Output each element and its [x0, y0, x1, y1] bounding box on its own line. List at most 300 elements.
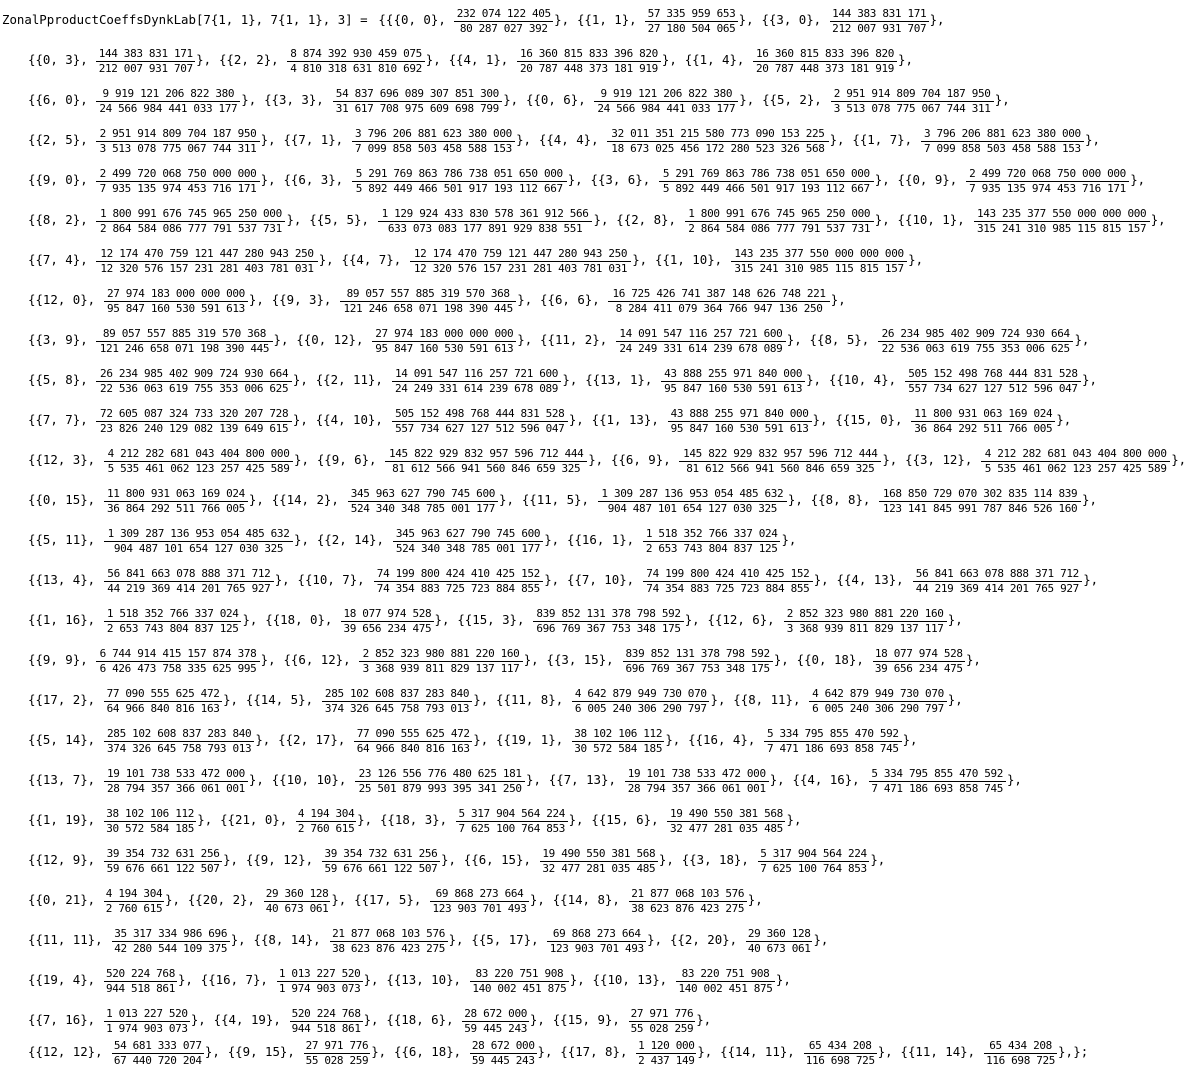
fraction-denominator: 31 617 708 975 609 698 799: [335, 102, 499, 115]
fraction-denominator: 315 241 310 985 115 815 157: [734, 262, 904, 275]
fraction-denominator: 5 892 449 466 501 917 193 112 667: [662, 182, 870, 195]
term-key: {{1, 7},: [852, 132, 913, 147]
fraction-denominator: 24 566 984 441 033 177: [597, 102, 736, 115]
fraction: [636, 1032, 696, 1072]
fraction-numerator: 43 888 255 971 840 000: [670, 407, 809, 420]
term-close: },: [204, 1044, 220, 1059]
term-key: {{2, 20},: [669, 932, 738, 947]
term-close: },: [812, 412, 828, 427]
term-close: },: [947, 612, 963, 627]
fraction-numerator: 145 822 929 832 957 596 712 444: [683, 447, 878, 460]
fraction-numerator: 1 518 352 766 337 024: [645, 527, 778, 540]
term-key: {{2, 14},: [316, 532, 384, 547]
fraction-numerator: 43 888 255 971 840 000: [664, 367, 803, 380]
fraction-denominator: 8 284 411 079 364 766 947 136 250: [615, 302, 823, 315]
fraction: [330, 920, 448, 960]
fraction-denominator: 59 445 243: [464, 1022, 527, 1035]
fraction-numerator: 2 499 720 068 750 000 000: [99, 167, 257, 180]
fraction-numerator: 3 796 206 881 623 380 000: [924, 127, 1081, 140]
expression-line: [0, 360, 1139, 400]
fraction-numerator: 143 235 377 550 000 000 000: [734, 247, 904, 260]
fraction-denominator: 44 219 369 414 201 765 927: [107, 582, 271, 595]
fraction-denominator: 5 535 461 062 123 257 425 589: [107, 462, 290, 475]
fraction-numerator: 16 360 815 833 396 820: [756, 47, 895, 60]
term-close: },: [806, 372, 822, 387]
fraction-numerator: 83 220 751 908: [681, 967, 770, 980]
term-close: },: [248, 772, 264, 787]
fraction: [430, 880, 529, 920]
fraction-numerator: 65 434 208: [989, 1039, 1052, 1052]
term-key: {{3, 6},: [590, 172, 651, 187]
fraction: [296, 800, 356, 840]
fraction-numerator: 38 102 106 112: [106, 807, 195, 820]
term-close: },: [568, 412, 584, 427]
term-key: {{9, 15},: [227, 1044, 295, 1059]
term-key: {{9, 12},: [245, 852, 314, 867]
fraction-denominator: 2 653 743 804 837 125: [645, 542, 778, 555]
fraction-denominator: 64 966 840 816 163: [356, 742, 470, 755]
term-close: },: [1074, 332, 1090, 347]
fraction-denominator: 557 734 627 127 512 596 047: [908, 382, 1078, 395]
term-close: },: [241, 92, 257, 107]
fraction: [517, 40, 661, 80]
fraction: [104, 600, 241, 640]
fraction-denominator: 2 437 149: [638, 1054, 695, 1067]
term-key: {{3, 15},: [546, 652, 614, 667]
fraction-numerator: 26 234 985 402 909 724 930 664: [881, 327, 1070, 340]
fraction: [572, 720, 664, 760]
fraction: [594, 80, 738, 120]
fraction-numerator: 5 334 795 855 470 592: [766, 727, 899, 740]
term-close: },: [434, 612, 450, 627]
fraction-denominator: 28 794 357 366 061 001: [106, 782, 245, 795]
term-close: },: [870, 852, 886, 867]
term-close: },: [787, 492, 803, 507]
fraction-numerator: 1 800 991 676 745 965 250 000: [99, 207, 282, 220]
fraction-numerator: 18 077 974 528: [874, 647, 963, 660]
term-close: },: [786, 332, 802, 347]
fraction: [96, 640, 259, 680]
fraction-numerator: 27 974 183 000 000 000: [375, 327, 514, 340]
fraction-denominator: 6 426 473 758 335 625 995: [99, 662, 257, 675]
fraction-numerator: 145 822 929 832 957 596 712 444: [388, 447, 584, 460]
term-close: },: [710, 692, 726, 707]
fraction-denominator: 59 445 243: [471, 1054, 535, 1067]
fraction-denominator: 36 864 292 511 766 005: [106, 502, 245, 515]
term-key: {{2, 17},: [278, 732, 346, 747]
term-key: {{6, 12},: [283, 652, 351, 667]
term-close: },: [813, 572, 829, 587]
term-close: },: [286, 212, 302, 227]
fraction-denominator: 40 673 061: [747, 942, 811, 955]
fraction: [378, 200, 593, 240]
fraction-denominator: 2 760 615: [105, 902, 163, 915]
fraction-numerator: 18 077 974 528: [343, 607, 432, 620]
fraction-numerator: 5 291 769 863 786 738 051 650 000: [662, 167, 870, 180]
term-close: },: [769, 772, 785, 787]
fraction-denominator: 6 005 240 306 290 797: [574, 702, 707, 715]
fraction-denominator: 74 354 883 725 723 884 855: [376, 582, 540, 595]
expression-line: [0, 0, 1139, 40]
fraction: [921, 120, 1084, 160]
term-key: {{0, 9},: [897, 172, 958, 187]
fraction: [287, 40, 424, 80]
fraction-numerator: 5 291 769 863 786 738 051 650 000: [355, 167, 563, 180]
fraction: [104, 960, 177, 1000]
term-close: },: [499, 492, 514, 507]
term-close: },: [874, 172, 890, 187]
fraction: [869, 760, 1006, 800]
fraction-denominator: 633 073 083 177 891 929 838 551: [387, 222, 583, 235]
fraction-denominator: 4 810 318 631 810 692: [290, 62, 422, 75]
fraction: [667, 800, 785, 840]
fraction-denominator: 123 903 701 493: [432, 902, 527, 915]
fraction: [277, 960, 363, 1000]
term-close: },: [517, 292, 533, 307]
fraction-denominator: 3 513 078 775 067 744 311: [99, 142, 257, 155]
term-key: {{8, 5},: [809, 332, 870, 347]
term-key: {{10, 7},: [297, 572, 365, 587]
term-close: },: [473, 692, 489, 707]
fraction-denominator: 12 320 576 157 231 281 403 781 031: [100, 262, 314, 275]
fraction-denominator: 95 847 160 530 591 613: [670, 422, 809, 435]
expression-line: [0, 680, 1139, 720]
fraction: [348, 480, 498, 520]
term-close: },: [255, 732, 271, 747]
term-close: },: [568, 812, 584, 827]
term-key: {{7, 16},: [28, 1012, 96, 1027]
fraction-denominator: 64 966 840 816 163: [106, 702, 220, 715]
fraction-denominator: 22 536 063 619 755 353 006 625: [881, 342, 1070, 355]
fraction: [352, 160, 567, 200]
fraction-numerator: 1 800 991 676 745 965 250 000: [688, 207, 871, 220]
fraction-numerator: 285 102 608 837 283 840: [107, 727, 252, 740]
term-close: },: [294, 452, 309, 467]
fraction: [679, 440, 881, 480]
fraction-denominator: 39 656 234 475: [343, 622, 432, 635]
fraction: [831, 80, 994, 120]
expression-line: [0, 720, 1139, 760]
fraction-numerator: 1 013 227 520: [106, 1007, 188, 1020]
fraction-numerator: 74 199 800 424 410 425 152: [376, 567, 540, 580]
fraction-denominator: 38 623 876 423 275: [332, 942, 445, 955]
term-key: {{10, 4},: [828, 372, 897, 387]
term-close: },: [554, 12, 570, 27]
fraction: [322, 680, 472, 720]
term-key: {{15, 3},: [457, 612, 525, 627]
fraction: [470, 1032, 537, 1072]
term-close: },: [1085, 132, 1100, 147]
expression-line: [0, 280, 1139, 320]
fraction-denominator: 123 141 845 991 787 846 526 160: [882, 502, 1078, 515]
term-key: {{7, 13},: [548, 772, 616, 787]
term-close: },: [177, 972, 193, 987]
fraction-denominator: 116 698 725: [986, 1054, 1056, 1067]
fraction-denominator: 7 935 135 974 453 716 171: [99, 182, 257, 195]
fraction: [470, 960, 569, 1000]
fraction-denominator: 212 007 931 707: [98, 62, 193, 75]
term-key: {{7, 1},: [283, 132, 344, 147]
fraction-numerator: 29 360 128: [747, 927, 811, 940]
term-key: {{4, 16},: [792, 772, 860, 787]
term-key: {{18, 3},: [379, 812, 448, 827]
fraction-numerator: 27 971 776: [305, 1039, 369, 1052]
fraction: [879, 480, 1081, 520]
expression-line: [0, 600, 1139, 640]
term-close: },: [274, 572, 290, 587]
fraction: [616, 320, 786, 360]
term-close: },: [165, 892, 180, 907]
fraction-denominator: 7 471 186 693 858 745: [766, 742, 899, 755]
fraction-numerator: 839 852 131 378 798 592: [536, 607, 681, 620]
fraction-denominator: 3 368 939 811 829 137 117: [362, 662, 520, 675]
fraction-numerator: 69 868 273 664: [552, 927, 641, 940]
term-close: },: [994, 92, 1010, 107]
fraction-denominator: 374 326 645 758 793 013: [107, 742, 252, 755]
fraction-numerator: 4 642 879 949 730 070: [812, 687, 944, 700]
fraction: [598, 480, 787, 520]
expression-line: [0, 840, 1139, 880]
term-close: },: [292, 372, 308, 387]
term-key: {{1, 10},: [655, 252, 723, 267]
fraction: [410, 240, 631, 280]
term-key: {{0, 3},: [28, 52, 88, 67]
fraction-numerator: 520 224 768: [291, 1007, 361, 1020]
fraction-numerator: 839 852 131 378 798 592: [625, 647, 770, 660]
term-close: },: [223, 852, 239, 867]
fraction-denominator: 38 623 876 423 275: [631, 902, 745, 915]
fraction-numerator: 77 090 555 625 472: [356, 727, 470, 740]
term-key: {{4, 4},: [538, 132, 599, 147]
fraction-denominator: 23 826 240 129 082 139 649 615: [100, 422, 289, 435]
fraction: [830, 0, 929, 40]
fraction: [96, 120, 259, 160]
fraction-numerator: 27 974 183 000 000 000: [106, 287, 245, 300]
fraction: [981, 440, 1170, 480]
fraction: [623, 640, 773, 680]
fraction-numerator: 56 841 663 078 888 371 712: [915, 567, 1079, 580]
fraction: [359, 640, 522, 680]
fraction-numerator: 12 174 470 759 121 447 280 943 250: [100, 247, 314, 260]
fraction-denominator: 42 280 544 109 375: [114, 942, 228, 955]
term-close: },: [902, 732, 918, 747]
term-key: {{1, 13},: [591, 412, 659, 427]
term-close: },: [371, 1044, 387, 1059]
term-close: },: [1082, 372, 1097, 387]
term-close: },: [544, 532, 560, 547]
fraction-numerator: 2 499 720 068 750 000 000: [969, 167, 1126, 180]
fraction-denominator: 40 673 061: [265, 902, 329, 915]
fraction-denominator: 55 028 259: [630, 1022, 694, 1035]
fraction-numerator: 23 126 556 776 480 625 181: [358, 767, 522, 780]
fraction-denominator: 20 787 448 373 181 919: [519, 62, 658, 75]
fraction-numerator: 56 841 663 078 888 371 712: [107, 567, 271, 580]
fraction: [629, 880, 747, 920]
fraction: [764, 720, 901, 760]
expression-line: [0, 480, 1139, 520]
fraction-denominator: 904 487 101 654 127 030 325: [607, 502, 778, 515]
fraction: [533, 600, 683, 640]
term-close: },: [1058, 1044, 1073, 1059]
fraction-numerator: 345 963 627 790 745 600: [395, 527, 541, 540]
term-key: {{15, 9},: [552, 1012, 620, 1027]
fraction-denominator: 59 676 661 122 507: [324, 862, 438, 875]
term-close: },: [1056, 412, 1072, 427]
fraction-numerator: 74 199 800 424 410 425 152: [646, 567, 810, 580]
term-key: {{0, 12},: [296, 332, 364, 347]
fraction-denominator: 212 007 931 707: [832, 22, 927, 35]
term-close: },: [1150, 212, 1166, 227]
expression-line: [0, 920, 1139, 960]
fraction-numerator: 143 235 377 550 000 000 000: [976, 207, 1147, 220]
fraction-numerator: 1 129 924 433 830 578 361 912 566: [381, 207, 589, 220]
expression-line: [0, 960, 1139, 1000]
term-key: {{9, 9},: [28, 652, 88, 667]
fraction-numerator: 29 360 128: [265, 887, 329, 900]
term-close: },: [242, 612, 258, 627]
fraction: [643, 520, 780, 560]
term-key: {{0, 6},: [526, 92, 586, 107]
fraction-numerator: 65 434 208: [808, 1039, 872, 1052]
fraction-denominator: 121 246 658 071 198 390 445: [99, 342, 270, 355]
fraction-numerator: 232 074 122 405: [456, 7, 551, 20]
fraction-numerator: 1 120 000: [638, 1039, 695, 1052]
fraction-denominator: 74 354 883 725 723 884 855: [646, 582, 810, 595]
fraction: [264, 880, 331, 920]
fraction: [104, 720, 254, 760]
term-key: {{11, 14},: [900, 1044, 976, 1059]
term-close: },: [523, 652, 539, 667]
fraction: [355, 760, 525, 800]
term-close: },: [273, 332, 289, 347]
expression-line: [0, 760, 1139, 800]
fraction-denominator: 524 340 348 785 001 177: [395, 542, 541, 555]
term-key: {{18, 6},: [386, 1012, 454, 1027]
fraction-numerator: 19 490 550 381 568: [669, 807, 783, 820]
term-close: },: [947, 692, 963, 707]
fraction-numerator: 39 354 732 631 256: [106, 847, 220, 860]
term-key: {{15, 0},: [835, 412, 903, 427]
term-key: {{4, 19},: [213, 1012, 281, 1027]
term-key: {{10, 10},: [271, 772, 347, 787]
fraction: [340, 280, 516, 320]
term-close: },: [1082, 492, 1097, 507]
term-key: {{5, 5},: [309, 212, 369, 227]
fraction-numerator: 1 309 287 136 953 054 485 632: [601, 487, 784, 500]
fraction-numerator: 89 057 557 885 319 570 368: [102, 327, 266, 340]
open-brace: {{: [378, 12, 394, 27]
fraction: [966, 160, 1129, 200]
term-key: {{3, 3},: [264, 92, 324, 107]
term-close: },: [593, 212, 609, 227]
fraction-denominator: 25 501 879 993 395 341 250: [358, 782, 522, 795]
term-key: {{11, 5},: [521, 492, 589, 507]
fraction: [685, 200, 874, 240]
fraction: [731, 240, 907, 280]
fraction: [333, 80, 503, 120]
fraction-numerator: 3 796 206 881 623 380 000: [355, 127, 512, 140]
term-key: {{0, 15},: [28, 492, 96, 507]
fraction: [878, 320, 1074, 360]
fraction: [547, 920, 646, 960]
term-close: },: [569, 972, 585, 987]
term-close: },: [230, 932, 246, 947]
term-key: {{13, 1},: [585, 372, 653, 387]
term-key: {{11, 11},: [28, 932, 103, 947]
term-close: },: [929, 12, 945, 27]
term-key: {{3, 18},: [681, 852, 749, 867]
fraction-denominator: 7 625 100 764 853: [458, 822, 566, 835]
fraction: [112, 920, 230, 960]
term-close: },: [529, 892, 545, 907]
fraction: [661, 360, 805, 400]
fraction: [392, 400, 568, 440]
fraction: [322, 840, 440, 880]
fraction-denominator: 5 535 461 062 123 257 425 589: [984, 462, 1167, 475]
term-close: },: [1006, 772, 1022, 787]
fraction-numerator: 5 334 795 855 470 592: [871, 767, 1004, 780]
term-key: {{8, 2},: [28, 212, 88, 227]
term-close: },: [775, 972, 791, 987]
fraction-numerator: 520 224 768: [105, 967, 175, 980]
term-close: },: [874, 212, 890, 227]
fraction-denominator: 524 340 348 785 001 177: [350, 502, 495, 515]
term-key: {{12, 12},: [28, 1044, 103, 1059]
fraction-numerator: 2 852 323 980 881 220 160: [362, 647, 520, 660]
term-close: },: [747, 892, 763, 907]
fraction-numerator: 2 852 323 980 881 220 160: [786, 607, 944, 620]
fraction-denominator: 140 002 451 875: [472, 982, 567, 995]
expression-line: [0, 440, 1186, 480]
fraction-denominator: 374 326 645 758 793 013: [324, 702, 470, 715]
fraction: [96, 40, 195, 80]
term-key: {{6, 15},: [463, 852, 531, 867]
term-close: },: [260, 132, 276, 147]
fraction-numerator: 39 354 732 631 256: [324, 847, 438, 860]
term-key: {{16, 1},: [567, 532, 635, 547]
term-key: {{1, 1},: [576, 12, 637, 27]
term-key: {{6, 3},: [283, 172, 344, 187]
term-key: {{20, 2},: [187, 892, 255, 907]
term-key: {{6, 6},: [540, 292, 600, 307]
fraction-numerator: 77 090 555 625 472: [106, 687, 220, 700]
term-close: },: [562, 372, 578, 387]
term-key: {{14, 5},: [245, 692, 314, 707]
term-key: {{10, 1},: [897, 212, 965, 227]
term-key: {{4, 1},: [448, 52, 509, 67]
term-close: },: [526, 772, 541, 787]
expression-line: [0, 80, 1139, 120]
fraction: [372, 320, 516, 360]
fraction: [104, 560, 274, 600]
term-close: },: [632, 252, 648, 267]
fraction-denominator: 6 005 240 306 290 797: [812, 702, 944, 715]
fraction: [645, 0, 737, 40]
fraction-denominator: 7 935 135 974 453 716 171: [969, 182, 1126, 195]
fraction-denominator: 2 760 615: [297, 822, 355, 835]
fraction-denominator: 315 241 310 985 115 815 157: [976, 222, 1147, 235]
term-key: {{14, 11},: [720, 1044, 795, 1059]
fraction-numerator: 19 101 738 533 472 000: [627, 767, 766, 780]
fraction-numerator: 505 152 498 768 444 831 528: [395, 407, 565, 420]
fraction: [104, 880, 164, 920]
term-key: {{3, 12},: [905, 452, 973, 467]
term-close: },: [908, 252, 924, 267]
fraction: [304, 1032, 371, 1072]
fraction-numerator: 4 194 304: [297, 807, 355, 820]
term-key: {{2, 2},: [218, 52, 279, 67]
fraction-numerator: 144 383 831 171: [98, 47, 193, 60]
